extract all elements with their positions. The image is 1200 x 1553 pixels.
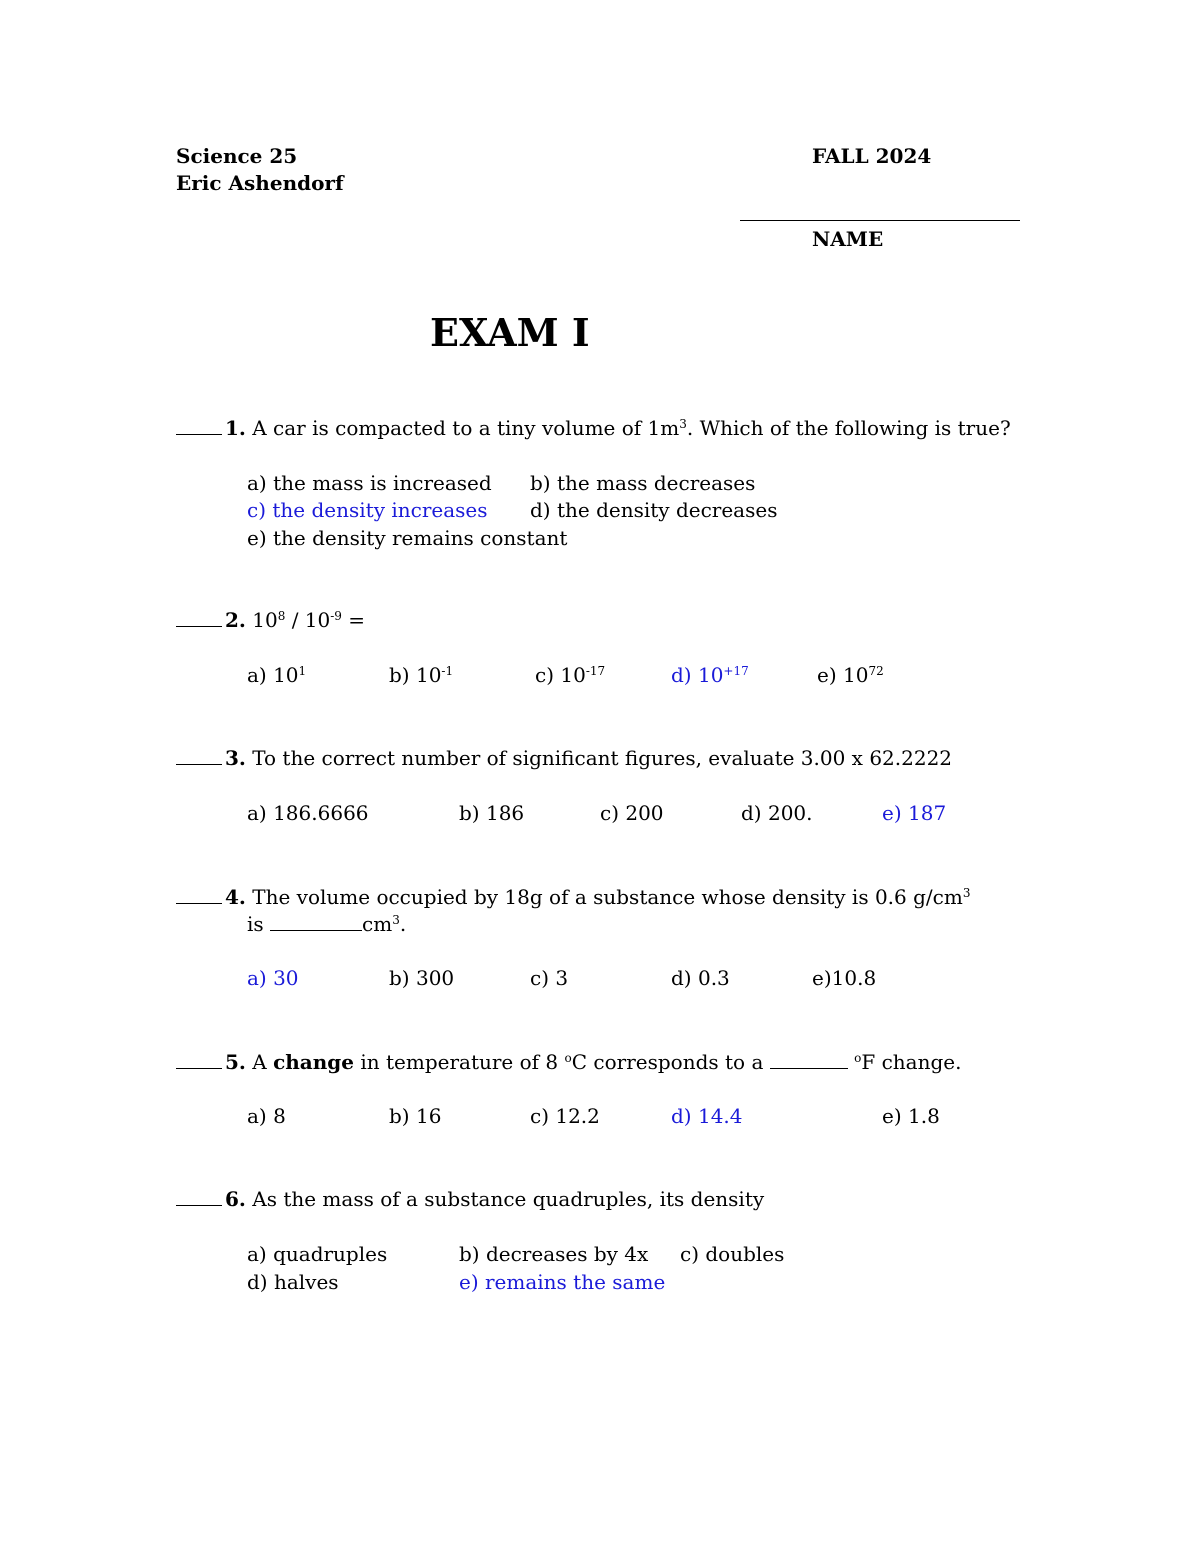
question-4-line-2: is $cm^3$. bbox=[247, 912, 407, 936]
option-4a-correct: a) 30 bbox=[247, 966, 299, 990]
question-text: To the correct number of significant figures, evaluate 3.00 x 62.2222 bbox=[252, 746, 953, 770]
answer-blank bbox=[176, 903, 222, 904]
question-text: . Which of the following is true? bbox=[686, 416, 1011, 440]
option-6b: b) decreases by 4x bbox=[459, 1242, 649, 1266]
option-2e: e) $10^{72}$ bbox=[817, 663, 884, 687]
option-6a: a) quadruples bbox=[247, 1242, 388, 1266]
question-1 bbox=[176, 418, 1011, 438]
question-number: 1. bbox=[225, 416, 246, 440]
question-4 bbox=[176, 887, 970, 907]
question-text: A car is compacted to a tiny volume of 1m bbox=[252, 416, 680, 440]
question-text: As the mass of a substance quadruples, its density bbox=[252, 1187, 765, 1211]
answer-blank bbox=[176, 434, 222, 435]
term-label: FALL 2024 bbox=[812, 144, 932, 168]
option-2a: a) $10^1$ bbox=[247, 663, 307, 687]
expr-base-2: 10 bbox=[304, 608, 331, 632]
question-5: 5. A change in temperature of 8 $^o$C corresponds to a $^o$F change. bbox=[176, 1052, 961, 1072]
option-4e: e)10.8 bbox=[812, 966, 877, 990]
option-5d-correct: d) 14.4 bbox=[671, 1104, 743, 1128]
question-superscript: 3 bbox=[679, 416, 687, 431]
option-5a: a) 8 bbox=[247, 1104, 286, 1128]
option-1d: d) the density decreases bbox=[530, 498, 778, 522]
expr-base-1: 10 bbox=[252, 608, 278, 632]
instructor-name: Eric Ashendorf bbox=[176, 171, 344, 195]
option-3c: c) 200 bbox=[600, 801, 664, 825]
option-1c-correct: c) the density increases bbox=[247, 498, 488, 522]
option-3d: d) 200. bbox=[741, 801, 813, 825]
fill-in-blank bbox=[770, 1068, 848, 1069]
option-2b: b) $10^{-1}$ bbox=[389, 663, 454, 687]
expr-exp-2: -9 bbox=[330, 608, 342, 623]
option-6d: d) halves bbox=[247, 1270, 339, 1294]
option-3a: a) 186.6666 bbox=[247, 801, 369, 825]
question-3 bbox=[176, 748, 952, 768]
option-3b: b) 186 bbox=[459, 801, 525, 825]
option-4d: d) 0.3 bbox=[671, 966, 730, 990]
option-5e: e) 1.8 bbox=[882, 1104, 940, 1128]
question-number: 6. bbox=[225, 1187, 246, 1211]
question-number: 4. bbox=[225, 885, 246, 909]
option-4b: b) 300 bbox=[389, 966, 455, 990]
question-6 bbox=[176, 1189, 764, 1209]
course-title: Science 25 bbox=[176, 144, 298, 168]
option-4c: c) 3 bbox=[530, 966, 569, 990]
question-number: 5. bbox=[225, 1050, 246, 1074]
option-5c: c) 12.2 bbox=[530, 1104, 600, 1128]
option-2c: c) $10^{-17}$ bbox=[535, 663, 606, 687]
option-3e-correct: e) 187 bbox=[882, 801, 947, 825]
expr-tail: = bbox=[341, 608, 366, 632]
option-1e: e) the density remains constant bbox=[247, 526, 568, 550]
answer-blank bbox=[176, 626, 222, 627]
answer-blank bbox=[176, 1205, 222, 1206]
question-number: 3. bbox=[225, 746, 246, 770]
name-line bbox=[740, 220, 1020, 221]
option-6e-correct: e) remains the same bbox=[459, 1270, 666, 1294]
question-text: The volume occupied by 18g of a substance whose density is 0.6 g/cm bbox=[252, 885, 963, 909]
option-1b: b) the mass decreases bbox=[530, 471, 756, 495]
name-label: NAME bbox=[812, 227, 884, 251]
option-1a: a) the mass is increased bbox=[247, 471, 492, 495]
exam-title: EXAM I bbox=[430, 310, 590, 355]
answer-blank bbox=[176, 764, 222, 765]
question-2 bbox=[176, 610, 365, 630]
question-number: 2. bbox=[225, 608, 246, 632]
question-superscript: 3 bbox=[962, 885, 971, 900]
answer-blank bbox=[176, 1068, 222, 1069]
expr-sep: / bbox=[285, 608, 305, 632]
expr-exp-1: 8 bbox=[277, 608, 286, 623]
emphasis-change: change bbox=[273, 1050, 354, 1074]
option-2d-correct: d) $10^{+17}$ bbox=[671, 663, 749, 687]
option-5b: b) 16 bbox=[389, 1104, 442, 1128]
fill-in-blank bbox=[270, 930, 362, 931]
option-6c: c) doubles bbox=[680, 1242, 785, 1266]
